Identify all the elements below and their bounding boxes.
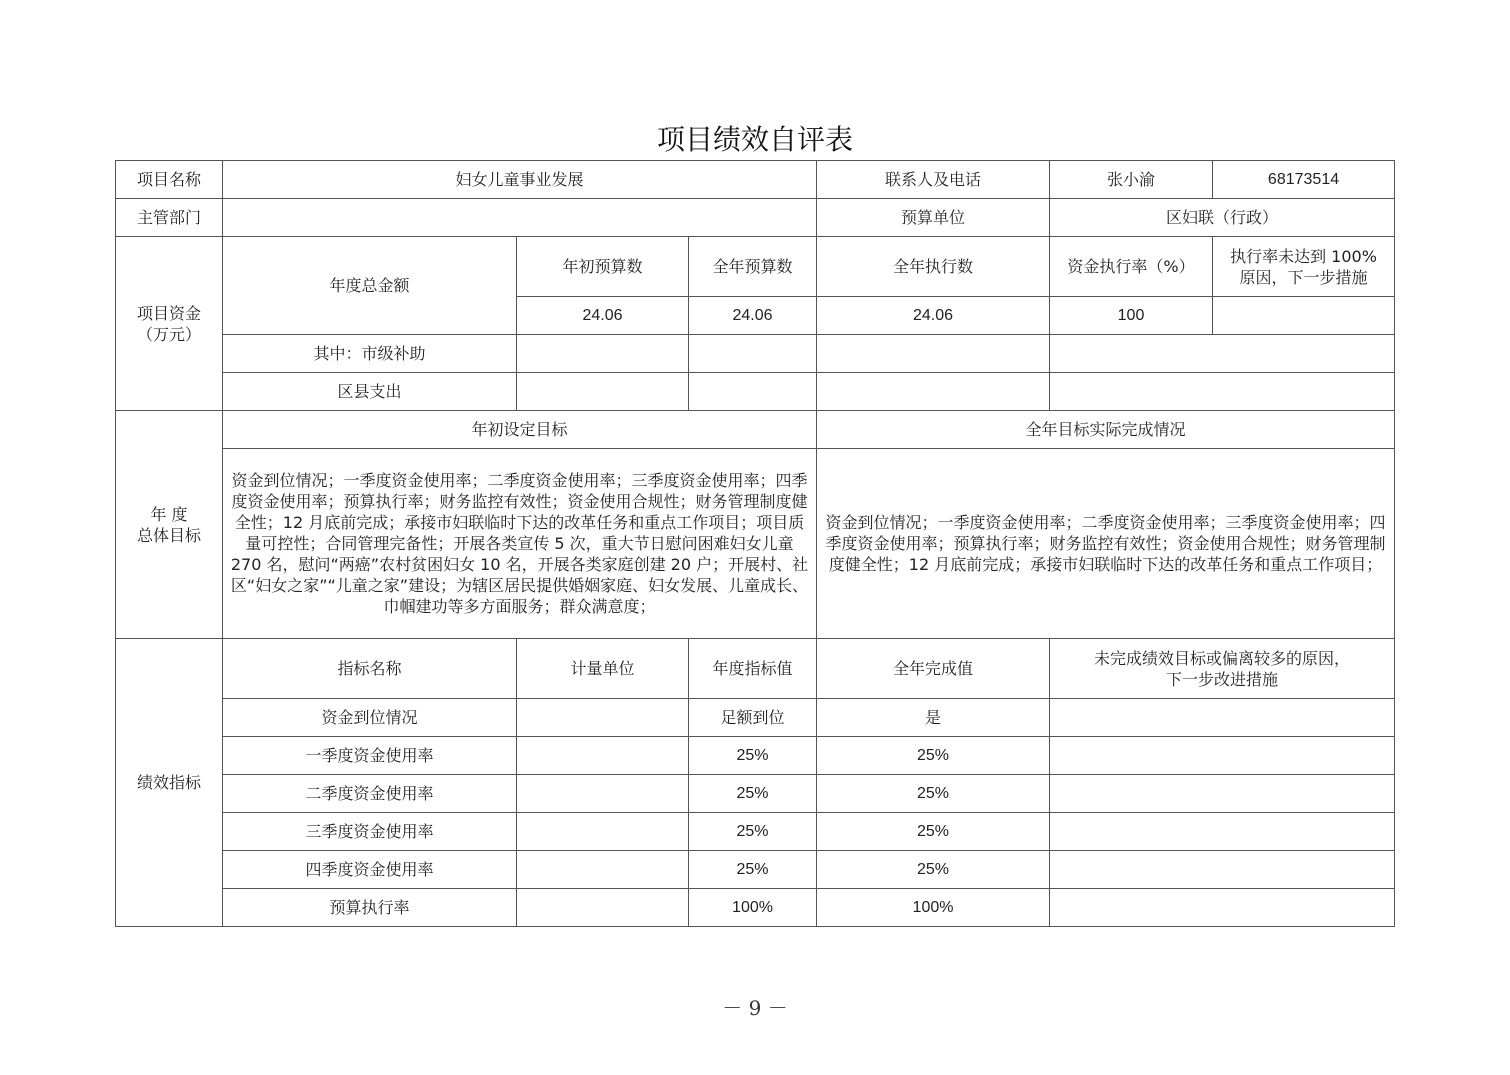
exec-rate-header: 资金执行率（%） [1050, 237, 1213, 297]
city-subsidy-label: 其中：市级补助 [223, 335, 517, 373]
indicator-unit [517, 775, 689, 813]
dept-label: 主管部门 [116, 199, 223, 237]
table-row [116, 889, 1395, 927]
table-row [116, 639, 1395, 699]
actual-goals-header: 全年目标实际完成情况 [817, 411, 1395, 449]
indicator-target: 100% [689, 889, 817, 927]
set-goals-text: 资金到位情况；一季度资金使用率；二季度资金使用率；三季度资金使用率；四季度资金使用率；预算执行率；财务监控有效性；资金使用合规性；财务管理制度健全性；12 月底前完成；承接市妇联临时下达的改革任务和重点工作项目；项目质量可控性；合同管理完备性；开展各类宣传 5 次，重大节日慰问困难妇女儿童 270 名，慰问“两癌”农村贫困妇女 10 名，开展各类家庭创建 20 户；开展村、社区“妇女之家”“儿童之家”建设；为辖区居民提供婚姻家庭、妇女发展、儿童成长、巾帼建功等多方面服务；群众满意度； [223, 449, 817, 639]
contact-label: 联系人及电话 [817, 161, 1050, 199]
indicator-name: 四季度资金使用率 [223, 851, 517, 889]
contact-name: 张小渝 [1050, 161, 1213, 199]
page-number: － 9 － [722, 996, 788, 1020]
indicator-reason [1050, 813, 1395, 851]
city-full-cell [689, 335, 817, 373]
table-row [116, 237, 1395, 297]
table-row [116, 699, 1395, 737]
indicator-unit-header: 计量单位 [517, 639, 689, 699]
indicator-target: 25% [689, 813, 817, 851]
city-rate-cell [1050, 335, 1395, 373]
indicator-target-header: 年度指标值 [689, 639, 817, 699]
project-name-value: 妇女儿童事业发展 [223, 161, 817, 199]
actual-goals-text: 资金到位情况；一季度资金使用率；二季度资金使用率；三季度资金使用率；四季度资金使用率；预算执行率；财务监控有效性；资金使用合规性；财务管理制度健全性；12 月底前完成；承接市妇联临时下达的改革任务和重点工作项目； [817, 449, 1395, 639]
initial-budget-header: 年初预算数 [517, 237, 689, 297]
indicator-unit [517, 889, 689, 927]
table-row [116, 737, 1395, 775]
table-row [116, 851, 1395, 889]
exec-reason-header: 执行率未达到 100% 原因，下一步措施 [1213, 237, 1395, 297]
indicators-label: 绩效指标 [116, 639, 223, 927]
county-rate-cell [1050, 373, 1395, 411]
exec-rate-value: 100 [1050, 297, 1213, 335]
indicator-unit [517, 851, 689, 889]
indicator-actual: 25% [817, 813, 1050, 851]
county-initial-cell [517, 373, 689, 411]
indicator-name: 资金到位情况 [223, 699, 517, 737]
table-row [116, 199, 1395, 237]
city-initial-cell [517, 335, 689, 373]
indicator-reason [1050, 775, 1395, 813]
indicator-reason [1050, 851, 1395, 889]
table-row [116, 449, 1395, 639]
indicator-target: 25% [689, 775, 817, 813]
indicator-target: 25% [689, 851, 817, 889]
table-row [116, 775, 1395, 813]
indicator-actual: 25% [817, 851, 1050, 889]
full-budget-value: 24.06 [689, 297, 817, 335]
indicator-actual: 25% [817, 737, 1050, 775]
indicator-actual: 是 [817, 699, 1050, 737]
indicator-reason [1050, 889, 1395, 927]
table-row [116, 161, 1395, 199]
indicator-name-header: 指标名称 [223, 639, 517, 699]
indicator-reason [1050, 737, 1395, 775]
indicator-name: 二季度资金使用率 [223, 775, 517, 813]
indicator-reason [1050, 699, 1395, 737]
indicator-name: 三季度资金使用率 [223, 813, 517, 851]
table-row [116, 373, 1395, 411]
budget-unit-value: 区妇联（行政） [1050, 199, 1395, 237]
total-amount-label: 年度总金额 [223, 237, 517, 335]
indicator-actual: 25% [817, 775, 1050, 813]
indicator-target: 足额到位 [689, 699, 817, 737]
full-budget-header: 全年预算数 [689, 237, 817, 297]
set-goals-header: 年初设定目标 [223, 411, 817, 449]
annual-goals-label: 年 度 总体目标 [116, 411, 223, 639]
budget-unit-label: 预算单位 [817, 199, 1050, 237]
funds-label: 项目资金 （万元） [116, 237, 223, 411]
initial-budget-value: 24.06 [517, 297, 689, 335]
county-exec-cell [817, 373, 1050, 411]
indicator-target: 25% [689, 737, 817, 775]
county-full-cell [689, 373, 817, 411]
table-row [116, 411, 1395, 449]
dept-value [223, 199, 817, 237]
indicator-name: 一季度资金使用率 [223, 737, 517, 775]
indicator-name: 预算执行率 [223, 889, 517, 927]
indicator-actual: 100% [817, 889, 1050, 927]
indicator-reason-header: 未完成绩效目标或偏离较多的原因， 下一步改进措施 [1050, 639, 1395, 699]
county-expense-label: 区县支出 [223, 373, 517, 411]
table-row [116, 813, 1395, 851]
indicator-actual-header: 全年完成值 [817, 639, 1050, 699]
table-row [116, 335, 1395, 373]
indicator-unit [517, 813, 689, 851]
exec-reason-value [1213, 297, 1395, 335]
project-name-label: 项目名称 [116, 161, 223, 199]
full-exec-value: 24.06 [817, 297, 1050, 335]
indicator-unit [517, 737, 689, 775]
performance-table [115, 160, 1395, 927]
city-exec-cell [817, 335, 1050, 373]
page-title: 项目绩效自评表 [656, 123, 853, 156]
full-exec-header: 全年执行数 [817, 237, 1050, 297]
contact-phone: 68173514 [1213, 161, 1395, 199]
indicator-unit [517, 699, 689, 737]
